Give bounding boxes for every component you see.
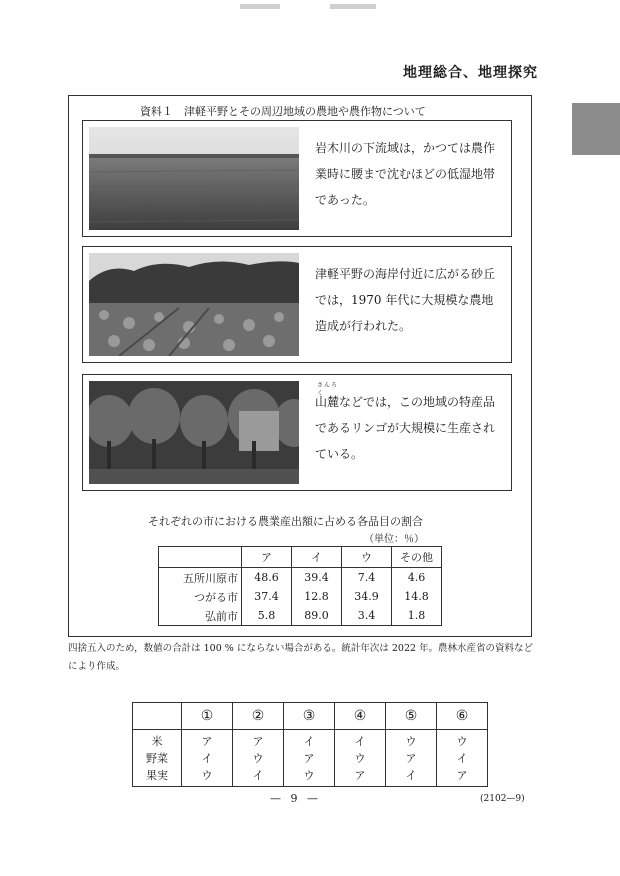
material-panel xyxy=(82,246,512,363)
choice-value: イ xyxy=(405,768,417,782)
answer-choices-table xyxy=(132,702,488,787)
choice-value: ウ xyxy=(354,751,366,765)
choice-value: ア xyxy=(456,768,468,782)
column-header: ウ xyxy=(342,547,392,568)
scan-artifact xyxy=(240,4,280,9)
subject-title: 地理総合、地理探究 xyxy=(403,65,538,81)
choice-option-2[interactable] xyxy=(233,730,284,787)
table-cell: 89.0 xyxy=(292,606,342,626)
index-tab xyxy=(572,103,620,155)
table-cell: 14.8 xyxy=(392,587,442,606)
farmland-photo-icon xyxy=(89,127,299,230)
choice-body-row xyxy=(133,730,488,787)
row-label-fruit: 果実 xyxy=(146,768,168,782)
material-panel xyxy=(82,374,512,491)
table-cell: 39.4 xyxy=(292,568,342,588)
table-row xyxy=(159,587,442,606)
choice-value: ウ xyxy=(303,768,315,782)
choice-value: ウ xyxy=(252,751,264,765)
choice-value: ア xyxy=(354,768,366,782)
ruby-word xyxy=(315,382,340,409)
ruby-base: 山麓 xyxy=(315,395,340,409)
table-title: それぞれの市における農業産出額に占める各品目の割合 xyxy=(148,515,423,528)
choice-row-labels xyxy=(133,730,182,787)
row-label: つがる市 xyxy=(159,587,242,606)
choice-number[interactable]: ③ xyxy=(284,703,335,730)
choice-option-4[interactable] xyxy=(335,730,386,787)
orchard-photo-icon xyxy=(89,381,299,484)
table-cell: 12.8 xyxy=(292,587,342,606)
page-number: — 9 — xyxy=(270,792,321,805)
choice-value: ア xyxy=(252,734,264,748)
panel-text: 津軽平野の海岸付近に広がる砂丘では，1970 年代に大規模な農地造成が行われた。 xyxy=(315,267,496,333)
choice-value: ウ xyxy=(201,768,213,782)
choice-number[interactable]: ② xyxy=(233,703,284,730)
choice-value: ア xyxy=(201,734,213,748)
table-cell: 4.6 xyxy=(392,568,442,588)
panel-text-rest: などでは，この地域の特産品であるリンゴが大規模に生産されている。 xyxy=(315,395,496,461)
material-panel xyxy=(82,120,512,237)
footnote: 四捨五入のため，数値の合計は 100 % にならない場合がある。統計年次は 2022 年。農林水産省の資料などにより作成。 xyxy=(68,643,534,672)
choice-header-row xyxy=(133,703,488,730)
table-corner xyxy=(159,547,242,568)
unit-note: （単位：％） xyxy=(364,534,424,545)
table-header-row xyxy=(159,547,442,568)
column-header: イ xyxy=(292,547,342,568)
choice-value: ア xyxy=(405,751,417,765)
row-label: 五所川原市 xyxy=(159,568,242,588)
choice-number[interactable]: ④ xyxy=(335,703,386,730)
choice-option-3[interactable] xyxy=(284,730,335,787)
table-cell: 1.8 xyxy=(392,606,442,626)
table-row xyxy=(159,568,442,588)
column-header: その他 xyxy=(392,547,442,568)
table-row xyxy=(159,606,442,626)
choice-option-5[interactable] xyxy=(386,730,437,787)
choice-value: ア xyxy=(303,751,315,765)
choice-value: イ xyxy=(303,734,315,748)
choice-number[interactable]: ⑥ xyxy=(437,703,488,730)
table-cell: 34.9 xyxy=(342,587,392,606)
choice-value: ウ xyxy=(456,734,468,748)
row-label-rice: 米 xyxy=(151,734,163,748)
material-title: 資料１ 津軽平野とその周辺地域の農地や農作物について xyxy=(140,105,426,118)
choice-number[interactable]: ⑤ xyxy=(386,703,437,730)
dune-farm-photo-icon xyxy=(89,253,299,356)
table-cell: 7.4 xyxy=(342,568,392,588)
panel-text: 岩木川の下流域は，かつては農作業時に腰まで沈むほどの低湿地帯であった。 xyxy=(315,141,496,207)
column-header: ア xyxy=(242,547,292,568)
choice-value: イ xyxy=(201,751,213,765)
panel-text xyxy=(315,382,499,467)
choice-value: イ xyxy=(354,734,366,748)
choice-option-6[interactable] xyxy=(437,730,488,787)
table-cell: 3.4 xyxy=(342,606,392,626)
ruby-reading: さんろく xyxy=(317,382,339,397)
choice-option-1[interactable] xyxy=(182,730,233,787)
row-label-vegetables: 野菜 xyxy=(146,751,168,765)
choice-number[interactable]: ① xyxy=(182,703,233,730)
choice-value: イ xyxy=(252,768,264,782)
scan-artifact xyxy=(330,4,376,9)
share-table xyxy=(158,546,442,626)
row-label: 弘前市 xyxy=(159,606,242,626)
page-code: (2102—9) xyxy=(480,794,525,804)
table-cell: 5.8 xyxy=(242,606,292,626)
table-cell: 37.4 xyxy=(242,587,292,606)
choice-corner xyxy=(133,703,182,730)
choice-value: ウ xyxy=(405,734,417,748)
choice-value: イ xyxy=(456,751,468,765)
table-cell: 48.6 xyxy=(242,568,292,588)
